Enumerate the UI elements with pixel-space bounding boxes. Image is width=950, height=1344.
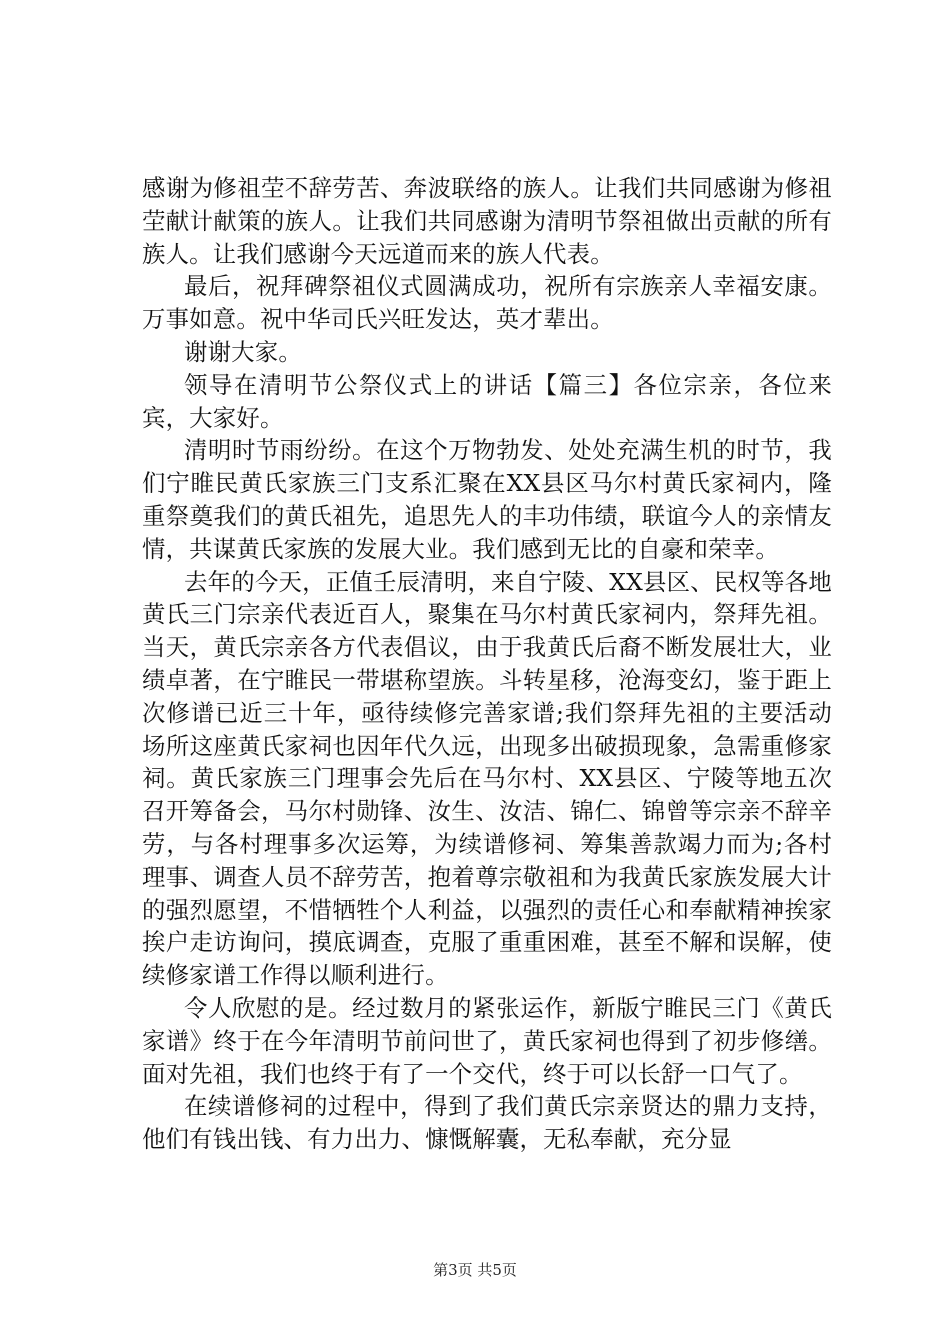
paragraph-1: 感谢为修祖茔不辞劳苦、奔波联络的族人。让我们共同感谢为修祖茔献计献策的族人。让我们共同感谢为清明节祭祖做出贡献的所有族人。让我们感谢今天远道而来的族人代表。 [142,174,832,268]
paragraph-7: 令人欣慰的是。经过数月的紧张运作，新版宁睢民三门《黄氏家谱》终于在今年清明节前问世了，黄氏家祠也得到了初步修缮。面对先祖，我们也终于有了一个交代，终于可以长舒一口气了。 [142,993,832,1088]
paragraph-3: 谢谢大家。 [184,337,302,366]
paragraph-6: 去年的今天，正值壬辰清明，来自宁陵、XX县区、民权等各地黄氏三门宗亲代表近百人，聚集在马尔村黄氏家祠内，祭拜先祖。当天，黄氏宗亲各方代表倡议，由于我黄氏后裔不断发展壮大，业绩卓著，在宁睢民一带堪称望族。斗转星移，沧海变幻，鉴于距上次修谱已近三十年，亟待续修完善家谱;我们祭拜先祖的主要活动场所这座黄氏家祠也因年代久远，出现多出破损现象，急需重修家祠。黄氏家族三门理事会先后在马尔村、XX县区、宁陵等地五次召开筹备会，马尔村勋锋、汝生、汝洁、锦仁、锦曾等宗亲不辞辛劳，与各村理事多次运筹，为续谱修祠、筹集善款竭力而为;各村理事、调查人员不辞劳苦，抱着尊宗敬祖和为我黄氏家族发展大计的强烈愿望，不惜牺牲个人利益，以强烈的责任心和奉献精神挨家挨户走访询问，摸底调查，克服了重重困难，甚至不解和误解，使续修家谱工作得以顺利进行。 [142,567,832,990]
document-body [142,172,832,1156]
paragraph-5: 清明时节雨纷纷。在这个万物勃发、处处充满生机的时节，我们宁睢民黄氏家族三门支系汇聚在XX县区马尔村黄氏家祠内，隆重祭奠我们的黄氏祖先，追思先人的丰功伟绩，联谊今人的亲情友情，共谋黄氏家族的发展大业。我们感到无比的自豪和荣幸。 [142,436,832,563]
paragraph-8: 在续谱修祠的过程中，得到了我们黄氏宗亲贤达的鼎力支持，他们有钱出钱、有力出力、慷慨解囊，无私奉献，充分显 [142,1092,832,1154]
page-number-footer: 第3页 共5页 [433,1261,517,1279]
paragraph-4: 领导在清明节公祭仪式上的讲话【篇三】各位宗亲，各位来宾，大家好。 [142,370,832,432]
paragraph-2: 最后，祝拜碑祭祖仪式圆满成功，祝所有宗族亲人幸福安康。万事如意。祝中华司氏兴旺发达，英才辈出。 [142,272,832,334]
